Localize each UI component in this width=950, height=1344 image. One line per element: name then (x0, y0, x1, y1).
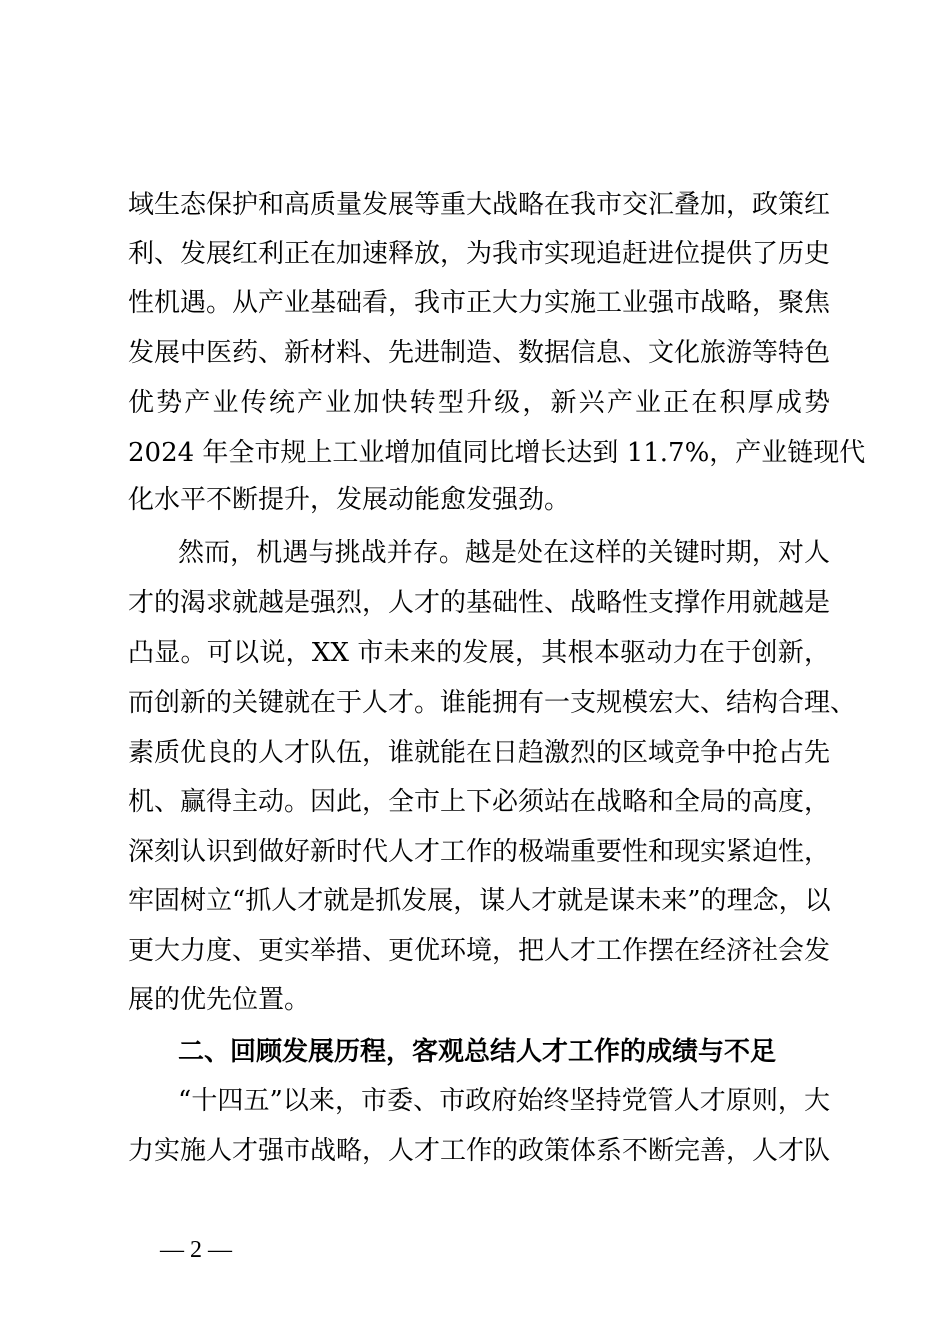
body-text-line: 才的渴求就越是强烈，人才的基础性、战略性支撑作用就越是 (128, 588, 831, 618)
body-text-line: 然而，机遇与挑战并存。越是处在这样的关键时期，对人 (178, 538, 830, 568)
body-text-line: 化水平不断提升，发展动能愈发强劲。 (128, 485, 571, 515)
body-text-line: 性机遇。从产业基础看，我市正大力实施工业强市战略，聚焦 (128, 288, 831, 318)
body-text-line: 发展中医药、新材料、先进制造、数据信息、文化旅游等特色 (128, 338, 831, 368)
body-text-line: 展的优先位置。 (128, 985, 311, 1015)
body-text-line: 2024 年全市规上工业增加值同比增长达到 11.7%，产业链现代 (128, 438, 866, 468)
body-text-line: “十四五”以来，市委、市政府始终坚持党管人才原则，大 (178, 1086, 830, 1116)
body-text-line: 优势产业传统产业加快转型升级，新兴产业正在积厚成势 (128, 388, 830, 418)
body-text-line: 牢固树立“抓人才就是抓发展，谋人才就是谋未来”的理念，以 (128, 886, 831, 916)
body-text-line: 利、发展红利正在加速释放，为我市实现追赶进位提供了历史 (128, 239, 831, 269)
section-heading: 二、回顾发展历程，客观总结人才工作的成绩与不足 (178, 1037, 777, 1067)
body-text-line: 机、赢得主动。因此，全市上下必须站在战略和全局的高度， (128, 787, 831, 817)
body-text-line: 更大力度、更实举措、更优环境，把人才工作摆在经济社会发 (128, 936, 831, 966)
page-number: — 2 — (160, 1237, 232, 1263)
body-text-line: 而创新的关键就在于人才。谁能拥有一支规模宏大、结构合理、 (128, 688, 857, 718)
body-text-line: 域生态保护和高质量发展等重大战略在我市交汇叠加，政策红 (128, 190, 831, 220)
body-text-line: 素质优良的人才队伍，谁就能在日趋激烈的区域竞争中抢占先 (128, 738, 831, 768)
body-text-line: 凸显。可以说，XX 市未来的发展，其根本驱动力在于创新， (128, 638, 830, 668)
body-text-line: 力实施人才强市战略，人才工作的政策体系不断完善，人才队 (128, 1136, 831, 1166)
body-text-line: 深刻认识到做好新时代人才工作的极端重要性和现实紧迫性， (128, 837, 831, 867)
